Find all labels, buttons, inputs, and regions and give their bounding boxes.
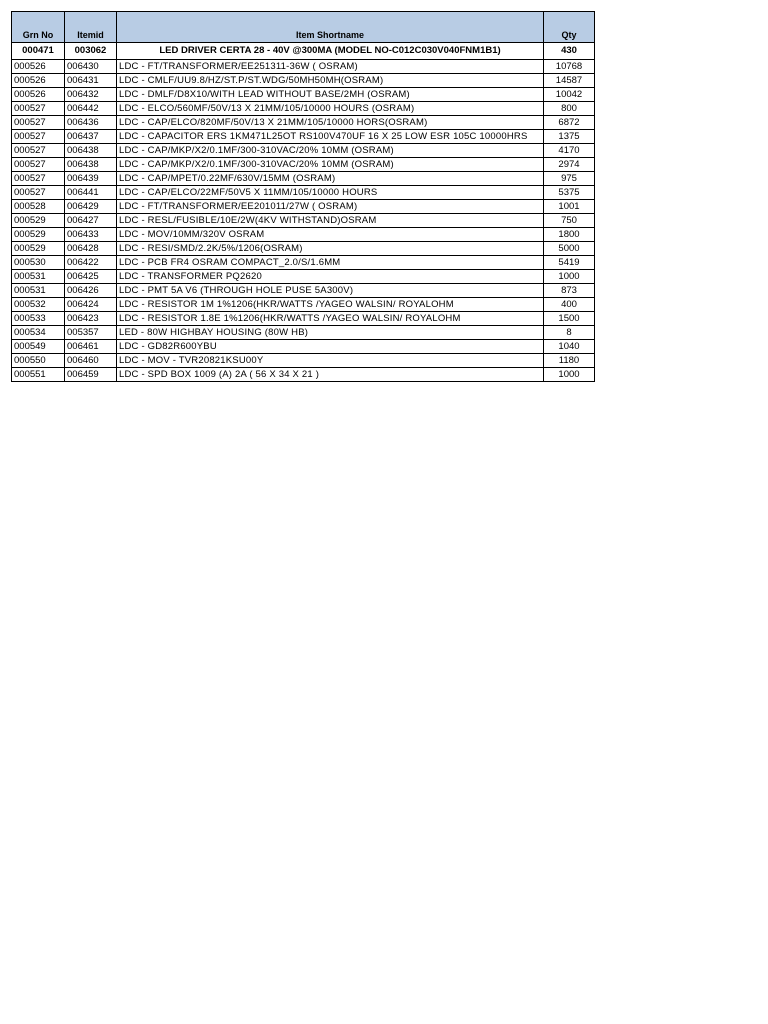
qty-cell: 10042	[544, 88, 595, 102]
item-shortname-cell: LDC - FT/TRANSFORMER/EE251311-36W ( OSRAM)	[117, 60, 544, 74]
column-header-row	[12, 12, 595, 43]
itemid-cell: 006424	[65, 298, 117, 312]
grn-no-cell: 000549	[12, 340, 65, 354]
item-shortname-cell: LDC - CAP/MPET/0.22MF/630V/15MM (OSRAM)	[117, 172, 544, 186]
item-shortname-cell: LDC - CAPACITOR ERS 1KM471L25OT RS100V470UF 16 X 25 LOW ESR 105C 10000HRS	[117, 130, 544, 144]
table-row	[12, 88, 595, 102]
item-shortname-cell: LDC - CAP/MKP/X2/0.1MF/300-310VAC/20% 10MM (OSRAM)	[117, 158, 544, 172]
qty-cell: 1180	[544, 354, 595, 368]
qty-cell: 8	[544, 326, 595, 340]
qty-cell: 1000	[544, 270, 595, 284]
item-shortname-cell: LDC - ELCO/560MF/50V/13 X 21MM/105/10000 HOURS (OSRAM)	[117, 102, 544, 116]
grn-no-cell: 000550	[12, 354, 65, 368]
item-shortname-cell: LDC - RESL/FUSIBLE/10E/2W(4KV WITHSTAND)OSRAM	[117, 214, 544, 228]
item-shortname-cell: LDC - RESISTOR 1M 1%1206(HKR/WATTS /YAGEO WALSIN/ ROYALOHM	[117, 298, 544, 312]
itemid-cell: 006436	[65, 116, 117, 130]
item-shortname-cell: LDC - FT/TRANSFORMER/EE201011/27W ( OSRAM)	[117, 200, 544, 214]
grn-no-cell: 000529	[12, 228, 65, 242]
table-row	[12, 368, 595, 382]
itemid-cell: 006460	[65, 354, 117, 368]
item-shortname-cell: LDC - RESI/SMD/2.2K/5%/1206(OSRAM)	[117, 242, 544, 256]
grn-no-cell: 000533	[12, 312, 65, 326]
itemid-cell: 006438	[65, 144, 117, 158]
item-shortname-cell: LDC - MOV - TVR20821KSU00Y	[117, 354, 544, 368]
grn-no-cell: 000529	[12, 242, 65, 256]
itemid-cell: 006439	[65, 172, 117, 186]
header-item-shortname: LED DRIVER CERTA 28 - 40V @300MA (MODEL NO-C012C030V040FNM1B1)	[117, 43, 544, 60]
item-shortname-cell: LDC - MOV/10MM/320V OSRAM	[117, 228, 544, 242]
grn-no-cell: 000534	[12, 326, 65, 340]
table-row	[12, 270, 595, 284]
itemid-cell: 006423	[65, 312, 117, 326]
grn-no-cell: 000526	[12, 60, 65, 74]
qty-cell: 2974	[544, 158, 595, 172]
column-header-item-shortname: Item Shortname	[117, 12, 544, 43]
qty-cell: 6872	[544, 116, 595, 130]
table-row	[12, 144, 595, 158]
table-row	[12, 186, 595, 200]
itemid-cell: 006429	[65, 200, 117, 214]
grn-no-cell: 000532	[12, 298, 65, 312]
qty-cell: 10768	[544, 60, 595, 74]
table-row	[12, 354, 595, 368]
grn-no-cell: 000526	[12, 74, 65, 88]
qty-cell: 1040	[544, 340, 595, 354]
column-header-qty: Qty	[544, 12, 595, 43]
qty-cell: 975	[544, 172, 595, 186]
qty-cell: 1800	[544, 228, 595, 242]
itemid-cell: 005357	[65, 326, 117, 340]
grn-no-cell: 000527	[12, 186, 65, 200]
grn-no-cell: 000527	[12, 102, 65, 116]
itemid-cell: 006427	[65, 214, 117, 228]
table-row	[12, 340, 595, 354]
itemid-cell: 006461	[65, 340, 117, 354]
table-row	[12, 228, 595, 242]
item-shortname-cell: LED - 80W HIGHBAY HOUSING (80W HB)	[117, 326, 544, 340]
qty-cell: 14587	[544, 74, 595, 88]
itemid-cell: 006438	[65, 158, 117, 172]
item-shortname-cell: LDC - DMLF/D8X10/WITH LEAD WITHOUT BASE/2MH (OSRAM)	[117, 88, 544, 102]
item-shortname-cell: LDC - CAP/ELCO/820MF/50V/13 X 21MM/105/10000 HORS(OSRAM)	[117, 116, 544, 130]
grn-no-cell: 000531	[12, 270, 65, 284]
grn-no-cell: 000528	[12, 200, 65, 214]
item-shortname-cell: LDC - RESISTOR 1.8E 1%1206(HKR/WATTS /YAGEO WALSIN/ ROYALOHM	[117, 312, 544, 326]
grn-no-cell: 000527	[12, 144, 65, 158]
qty-cell: 1000	[544, 368, 595, 382]
grn-no-cell: 000526	[12, 88, 65, 102]
qty-cell: 873	[544, 284, 595, 298]
itemid-cell: 006433	[65, 228, 117, 242]
grn-no-cell: 000527	[12, 172, 65, 186]
grn-no-cell: 000527	[12, 158, 65, 172]
itemid-cell: 006430	[65, 60, 117, 74]
qty-cell: 400	[544, 298, 595, 312]
qty-cell: 5375	[544, 186, 595, 200]
item-shortname-cell: LDC - PMT 5A V6 (THROUGH HOLE PUSE 5A300V)	[117, 284, 544, 298]
table-row	[12, 214, 595, 228]
qty-cell: 800	[544, 102, 595, 116]
itemid-cell: 006442	[65, 102, 117, 116]
grn-no-cell: 000531	[12, 284, 65, 298]
table-row	[12, 298, 595, 312]
table-row	[12, 172, 595, 186]
qty-cell: 5000	[544, 242, 595, 256]
grn-no-cell: 000529	[12, 214, 65, 228]
table-row	[12, 312, 595, 326]
header-item-qty: 430	[544, 43, 595, 60]
column-header-grn-no: Grn No	[12, 12, 65, 43]
table-row	[12, 242, 595, 256]
table-row	[12, 284, 595, 298]
grn-no-cell: 000530	[12, 256, 65, 270]
itemid-cell: 006441	[65, 186, 117, 200]
itemid-cell: 006437	[65, 130, 117, 144]
grn-no-cell: 000527	[12, 116, 65, 130]
itemid-cell: 006426	[65, 284, 117, 298]
table-row	[12, 200, 595, 214]
qty-cell: 750	[544, 214, 595, 228]
grn-table	[11, 11, 595, 382]
table-row	[12, 74, 595, 88]
itemid-cell: 006432	[65, 88, 117, 102]
item-shortname-cell: LDC - CMLF/UU9.8/HZ/ST.P/ST.WDG/50MH50MH(OSRAM)	[117, 74, 544, 88]
qty-cell: 1500	[544, 312, 595, 326]
qty-cell: 4170	[544, 144, 595, 158]
table-row	[12, 60, 595, 74]
itemid-cell: 006425	[65, 270, 117, 284]
item-shortname-cell: LDC - TRANSFORMER PQ2620	[117, 270, 544, 284]
qty-cell: 5419	[544, 256, 595, 270]
item-shortname-cell: LDC - PCB FR4 OSRAM COMPACT_2.0/S/1.6MM	[117, 256, 544, 270]
item-shortname-cell: LDC - GD82R600YBU	[117, 340, 544, 354]
column-header-itemid: Itemid	[65, 12, 117, 43]
item-shortname-cell: LDC - CAP/MKP/X2/0.1MF/300-310VAC/20% 10MM (OSRAM)	[117, 144, 544, 158]
qty-cell: 1375	[544, 130, 595, 144]
header-item-row	[12, 43, 595, 60]
table-row	[12, 158, 595, 172]
qty-cell: 1001	[544, 200, 595, 214]
item-shortname-cell: LDC - SPD BOX 1009 (A) 2A ( 56 X 34 X 21 )	[117, 368, 544, 382]
table-row	[12, 130, 595, 144]
itemid-cell: 006431	[65, 74, 117, 88]
itemid-cell: 006428	[65, 242, 117, 256]
grn-no-cell: 000527	[12, 130, 65, 144]
item-shortname-cell: LDC - CAP/ELCO/22MF/50V5 X 11MM/105/10000 HOURS	[117, 186, 544, 200]
table-row	[12, 116, 595, 130]
table-row	[12, 326, 595, 340]
header-item-grn-no: 000471	[12, 43, 65, 60]
table-row	[12, 102, 595, 116]
itemid-cell: 006422	[65, 256, 117, 270]
grn-no-cell: 000551	[12, 368, 65, 382]
table-row	[12, 256, 595, 270]
itemid-cell: 006459	[65, 368, 117, 382]
header-item-itemid: 003062	[65, 43, 117, 60]
